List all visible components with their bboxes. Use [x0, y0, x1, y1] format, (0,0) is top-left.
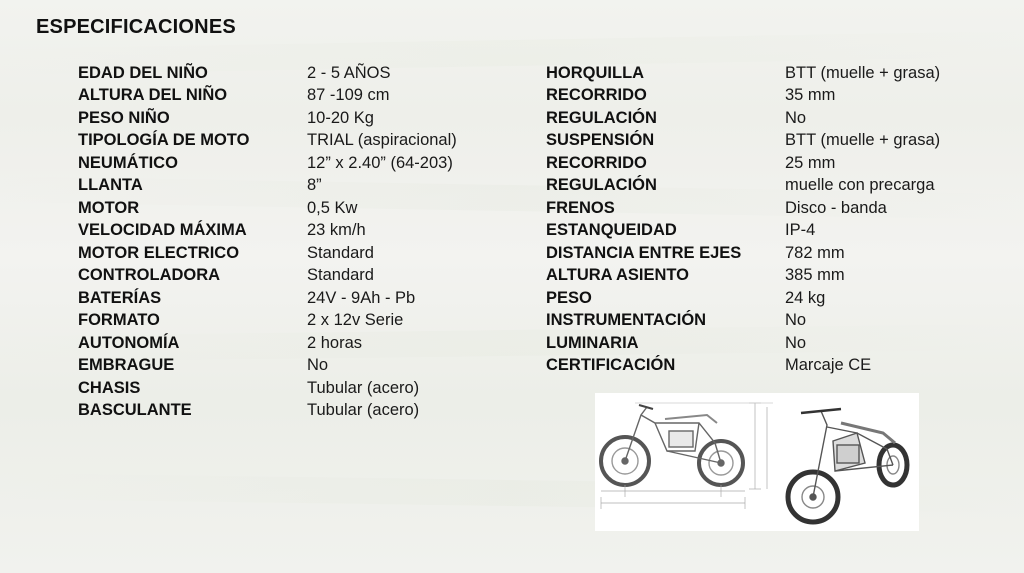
- spec-label: NEUMÁTICO: [78, 153, 178, 172]
- spec-label: EDAD DEL NIÑO: [78, 63, 208, 82]
- spec-value: TRIAL (aspiracional): [307, 131, 457, 150]
- spec-row: [546, 85, 940, 108]
- spec-row: [78, 62, 457, 85]
- spec-value: 0,5 Kw: [307, 198, 358, 217]
- spec-label: ESTANQUEIDAD: [546, 221, 677, 240]
- spec-row: [546, 197, 940, 220]
- spec-row: [78, 310, 457, 333]
- spec-row: [78, 107, 457, 130]
- spec-value: 23 km/h: [307, 221, 366, 240]
- spec-value: No: [785, 333, 807, 352]
- spec-row: [546, 332, 940, 355]
- spec-row: [78, 400, 457, 423]
- spec-value: BTT (muelle + grasa): [785, 63, 941, 82]
- spec-value: 8”: [307, 176, 322, 195]
- spec-label: DISTANCIA ENTRE EJES: [546, 243, 742, 262]
- bike-perspective-view: [788, 409, 907, 522]
- spec-label: RECORRIDO: [546, 86, 647, 105]
- spec-value: 2 horas: [307, 333, 363, 352]
- bike-side-view: [601, 405, 743, 485]
- spec-label: SUSPENSIÓN: [546, 131, 655, 150]
- spec-row: [78, 85, 457, 108]
- spec-value: 12” x 2.40” (64-203): [307, 153, 453, 172]
- spec-row: [78, 197, 457, 220]
- spec-label: RECORRIDO: [546, 153, 647, 172]
- spec-value: 35 mm: [785, 86, 836, 105]
- spec-label: ALTURA DEL NIÑO: [78, 86, 228, 105]
- spec-row: [546, 62, 940, 85]
- spec-label: BASCULANTE: [78, 401, 192, 420]
- spec-row: [546, 310, 940, 333]
- spec-value: No: [307, 356, 329, 375]
- spec-row: [546, 265, 940, 288]
- spec-value: Standard: [307, 243, 374, 262]
- spec-value: Marcaje CE: [785, 356, 872, 375]
- spec-label: BATERÍAS: [78, 288, 162, 307]
- spec-row: [546, 287, 940, 310]
- spec-row: [546, 130, 940, 153]
- spec-value: 87 -109 cm: [307, 86, 390, 105]
- spec-value: Tubular (acero): [307, 378, 420, 397]
- spec-row: [78, 220, 457, 243]
- specs-right-column: [546, 62, 940, 377]
- spec-label: EMBRAGUE: [78, 356, 175, 375]
- spec-value: 385 mm: [785, 266, 845, 285]
- bike-dimension-drawing: [595, 393, 919, 531]
- spec-label: LLANTA: [78, 176, 143, 195]
- spec-value: BTT (muelle + grasa): [785, 131, 941, 150]
- spec-label: CERTIFICACIÓN: [546, 356, 676, 375]
- spec-row: [78, 242, 457, 265]
- spec-label: CONTROLADORA: [78, 266, 221, 285]
- spec-row: [78, 377, 457, 400]
- spec-value: No: [785, 311, 807, 330]
- spec-label: FRENOS: [546, 198, 615, 217]
- spec-value: Tubular (acero): [307, 401, 420, 420]
- spec-label: HORQUILLA: [546, 63, 645, 82]
- spec-row: [546, 242, 940, 265]
- page-title: ESPECIFICACIONES: [36, 16, 236, 38]
- spec-label: LUMINARIA: [546, 333, 639, 352]
- spec-value: Disco - banda: [785, 198, 887, 217]
- spec-label: VELOCIDAD MÁXIMA: [78, 221, 247, 240]
- spec-label: INSTRUMENTACIÓN: [546, 311, 707, 330]
- spec-label: MOTOR ELECTRICO: [78, 243, 240, 262]
- spec-label: REGULACIÓN: [546, 176, 657, 195]
- spec-label: TIPOLOGÍA DE MOTO: [78, 131, 250, 150]
- spec-row: [546, 152, 940, 175]
- spec-row: [78, 355, 457, 378]
- spec-value: muelle con precarga: [785, 176, 935, 195]
- spec-value: 782 mm: [785, 243, 845, 262]
- spec-label: MOTOR: [78, 198, 140, 217]
- spec-row: [78, 332, 457, 355]
- spec-row: [546, 175, 940, 198]
- spec-value: IP-4: [785, 221, 816, 240]
- spec-label: FORMATO: [78, 311, 160, 330]
- spec-row: [78, 130, 457, 153]
- spec-label: ALTURA ASIENTO: [546, 266, 689, 285]
- spec-row: [546, 107, 940, 130]
- spec-row: [78, 287, 457, 310]
- spec-row: [78, 265, 457, 288]
- spec-value: 24 kg: [785, 288, 826, 307]
- spec-value: No: [785, 108, 807, 127]
- spec-value: Standard: [307, 266, 374, 285]
- spec-value: 24V - 9Ah - Pb: [307, 288, 416, 307]
- spec-row: [546, 220, 940, 243]
- spec-label: CHASIS: [78, 378, 141, 397]
- specs-left-column: [78, 62, 457, 422]
- spec-value: 2 - 5 AÑOS: [307, 63, 391, 82]
- spec-label: AUTONOMÍA: [78, 333, 180, 352]
- spec-label: PESO: [546, 288, 592, 307]
- spec-label: PESO NIÑO: [78, 108, 170, 127]
- spec-row: [78, 175, 457, 198]
- spec-value: 10-20 Kg: [307, 108, 374, 127]
- spec-row: [78, 152, 457, 175]
- spec-value: 2 x 12v Serie: [307, 311, 404, 330]
- spec-value: 25 mm: [785, 153, 836, 172]
- spec-row: [546, 355, 940, 378]
- spec-label: REGULACIÓN: [546, 108, 657, 127]
